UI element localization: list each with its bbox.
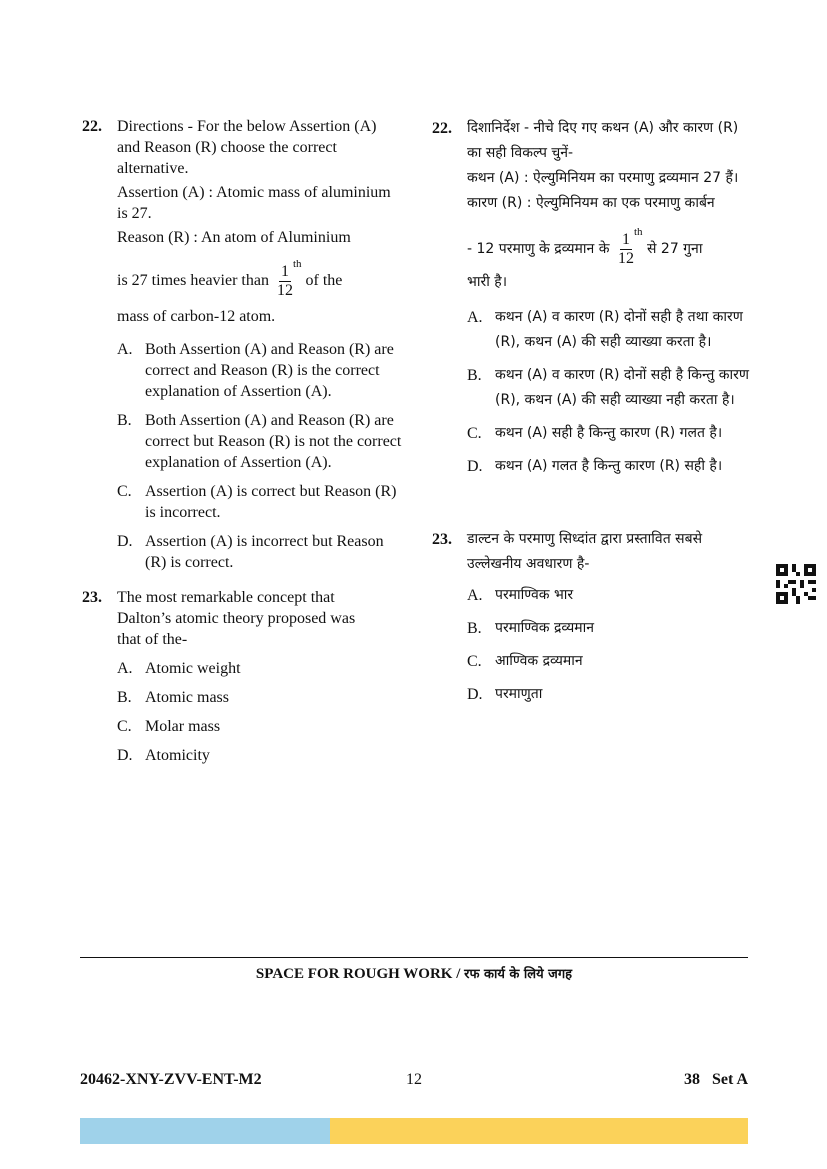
divider xyxy=(80,957,748,958)
option-a[interactable]: A. परमाण्विक भार xyxy=(467,586,574,604)
fraction-numerator: 1 xyxy=(621,230,630,248)
fraction-numerator: 1 xyxy=(280,262,289,280)
reason-text: Reason (R) : An atom of Aluminium xyxy=(117,229,351,246)
fraction xyxy=(618,231,634,268)
question-stem: डाल्टन के परमाणु सिध्दांत द्वारा प्रस्तावित सबसे उल्लेखनीय अवधारण है- xyxy=(467,530,703,572)
option-c[interactable]: C. Assertion (A) is correct but Reason (R) is incorrect. xyxy=(117,482,397,521)
directions-text: दिशानिर्देश - नीचे दिए गए कथन (A) और कारण (R) का सही विकल्प चुनें- xyxy=(467,120,739,161)
question-number: 23. xyxy=(432,530,452,548)
reason-text-cont: is 27 times heavier than xyxy=(117,272,269,289)
rough-work-label: SPACE FOR ROUGH WORK / रफ कार्य के लिये जगह xyxy=(255,966,573,982)
fraction-denominator: 12 xyxy=(617,249,634,267)
question-23-hi xyxy=(432,527,752,715)
footer-bar-yellow xyxy=(330,1118,748,1144)
reason-text-end: भारी है। xyxy=(467,273,508,290)
question-22-hi xyxy=(432,116,752,487)
page-number: 12 xyxy=(406,1071,422,1088)
assertion-text: Assertion (A) : Atomic mass of aluminium is 27. xyxy=(117,184,391,222)
option-b[interactable]: B. Atomic mass xyxy=(117,688,229,706)
option-d[interactable]: D. कथन (A) गलत है किन्तु कारण (R) सही है। xyxy=(467,457,723,475)
question-stem: The most remarkable concept that xyxy=(117,588,335,606)
options-list xyxy=(117,339,402,573)
fraction xyxy=(277,263,293,300)
english-column xyxy=(82,116,402,774)
directions-text: Directions - For the below Assertion (A) and Reason (R) choose the correct alternative. xyxy=(117,118,377,177)
option-a[interactable]: A. Both Assertion (A) and Reason (R) are correct and Reason (R) is the correct explanation of Assertion (A). xyxy=(117,340,394,400)
question-number: 22. xyxy=(82,118,102,135)
reason-text-tail: of the xyxy=(305,272,343,289)
question-22-en xyxy=(82,116,402,581)
option-b[interactable]: B. Both Assertion (A) and Reason (R) are correct but Reason (R) is not the correct explanation of Assertion (A). xyxy=(117,411,402,471)
options-list xyxy=(467,583,752,707)
option-c[interactable]: C. Molar mass xyxy=(117,717,221,735)
hindi-column xyxy=(432,116,752,715)
option-b[interactable]: B. परमाण्विक द्रव्यमान xyxy=(467,619,595,637)
option-c[interactable]: C. कथन (A) सही है किन्तु कारण (R) गलत है। xyxy=(467,424,723,442)
option-c[interactable]: C. आण्विक द्रव्यमान xyxy=(467,652,583,670)
options-list xyxy=(467,305,752,479)
question-stem: Dalton’s atomic theory proposed was xyxy=(117,609,356,627)
reason-text-cont: - 12 परमाणु के द्रव्यमान के xyxy=(467,241,610,257)
question-23-en xyxy=(82,587,402,774)
option-d[interactable]: D. Assertion (A) is incorrect but Reason (R) is correct. xyxy=(117,532,384,571)
superscript: th xyxy=(292,258,302,270)
fraction-denominator: 12 xyxy=(276,281,293,299)
option-d[interactable]: D. Atomicity xyxy=(117,746,210,764)
option-a[interactable]: A. कथन (A) व कारण (R) दोनों सही है तथा कारण (R), कथन (A) की सही व्याख्या करता है। xyxy=(467,308,743,350)
footer-bar-blue xyxy=(80,1118,330,1144)
reason-text-end: mass of carbon-12 atom. xyxy=(117,307,276,325)
qr-code-icon xyxy=(776,564,816,604)
set-label: 38 Set A xyxy=(684,1071,748,1088)
reason-text-tail: से 27 गुना xyxy=(647,241,703,257)
option-d[interactable]: D. परमाणुता xyxy=(467,685,543,703)
question-number: 22. xyxy=(432,120,452,137)
question-number: 23. xyxy=(82,588,102,606)
reason-text: कारण (R) : ऐल्युमिनियम का एक परमाणु कार्बन xyxy=(467,195,715,211)
superscript: th xyxy=(633,226,643,238)
assertion-text: कथन (A) : ऐल्युमिनियम का परमाणु द्रव्यमान 27 हैं। xyxy=(467,170,739,186)
option-a[interactable]: A. Atomic weight xyxy=(117,659,241,677)
paper-code: 20462-XNY-ZVV-ENT-M2 xyxy=(80,1071,262,1088)
option-b[interactable]: B. कथन (A) व कारण (R) दोनों सही है किन्तु कारण (R), कथन (A) की सही व्याख्या नही करता है। xyxy=(467,366,749,408)
options-list xyxy=(117,658,402,766)
question-stem: that of the- xyxy=(117,630,188,648)
